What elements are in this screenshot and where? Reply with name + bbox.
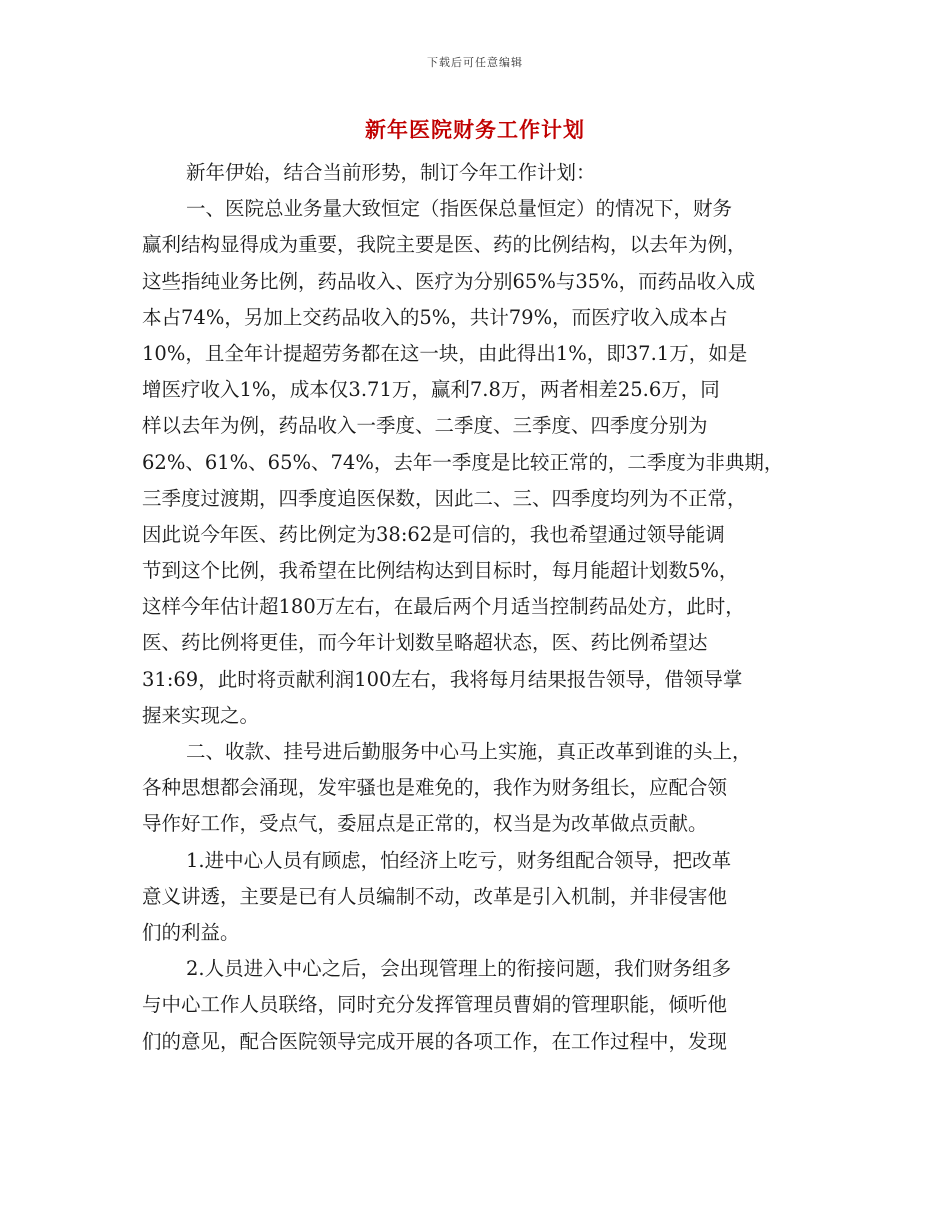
text-line: 2.人员进入中心之后，会出现管理上的衔接问题，我们财务组多 [186, 957, 732, 981]
text-line: 这些指纯业务比例，药品收入、医疗为分别65%与35%，而药品收入成 [142, 269, 756, 293]
text-line: 各种思想都会涌现，发牢骚也是难免的，我作为财务组长，应配合领 [142, 776, 728, 800]
text-line: 握来实现之。 [142, 703, 260, 727]
text-line: 意义讲透，主要是已有人员编制不动，改革是引入机制，并非侵害他 [142, 884, 728, 908]
text-line: 31:69，此时将贡献利润100左右，我将每月结果报告领导，借领导掌 [142, 667, 743, 691]
text-line: 们的意见，配合医院领导完成开展的各项工作，在工作过程中，发现 [142, 1029, 728, 1053]
text-line: 节到这个比例，我希望在比例结构达到目标时，每月能超计划数5%， [142, 559, 739, 583]
text-line: 二、收款、挂号进后勤服务中心马上实施，真正改革到谁的头上， [186, 740, 752, 763]
text-line: 三季度过渡期，四季度追医保数，因此二、三、四季度均列为不正常， [142, 486, 747, 510]
text-line: 因此说今年医、药比例定为38:62是可信的，我也希望通过领导能调 [142, 522, 725, 546]
text-line: 们的利益。 [142, 920, 240, 944]
text-line: 样以去年为例，药品收入一季度、二季度、三季度、四季度分别为 [142, 414, 708, 438]
text-line: 这样今年估计超180万左右，在最后两个月适当控制药品处方，此时， [142, 595, 745, 619]
text-line: 1.进中心人员有顾虑，怕经济上吃亏，财务组配合领导，把改革 [186, 848, 732, 872]
text-line: 一、医院总业务量大致恒定（指医保总量恒定）的情况下，财务 [186, 197, 733, 221]
text-line: 62%、61%、65%、74%，去年一季度是比较正常的，二季度为非典期， [142, 450, 784, 474]
text-line: 赢利结构显得成为重要，我院主要是医、药的比例结构，以去年为例， [142, 233, 747, 257]
text-line: 新年伊始，结合当前形势，制订今年工作计划： [186, 161, 596, 184]
text-line: 医、药比例将更佳，而今年计划数呈略超状态，医、药比例希望达 [142, 631, 708, 655]
text-line: 导作好工作，受点气，委屈点是正常的，权当是为改革做点贡献。 [142, 812, 708, 836]
text-line: 增医疗收入1%，成本仅3.71万，赢利7.8万，两者相差25.6万，同 [142, 378, 720, 402]
text-line: 与中心工作人员联络，同时充分发挥管理员曹娟的管理职能，倾听他 [142, 993, 728, 1017]
header-note: 下载后可任意编辑 [427, 56, 523, 69]
document-body [142, 155, 802, 1060]
text-line: 本占74%，另加上交药品收入的5%，共计79%，而医疗收入成本占 [142, 305, 728, 329]
document-title: 新年医院财务工作计划 [365, 117, 585, 142]
text-line: 10%，且全年计提超劳务都在这一块，由此得出1%，即37.1万，如是 [142, 341, 748, 365]
